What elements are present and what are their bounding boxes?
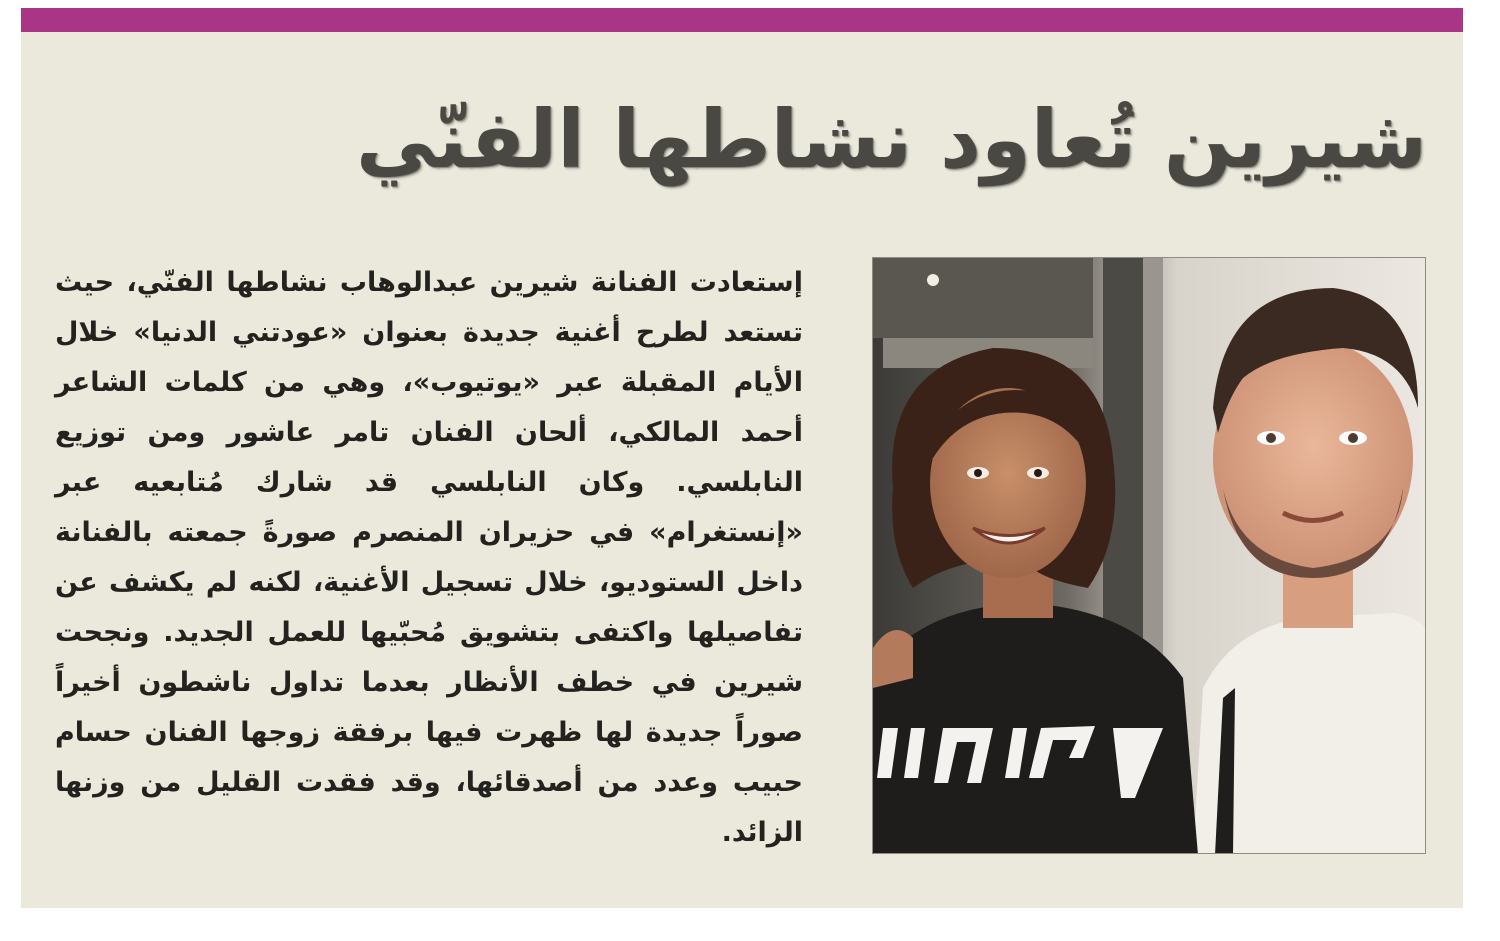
article-body: إستعادت الفنانة شيرين عبدالوهاب نشاطها الفنّي، حيث تستعد لطرح أغنية جديدة بعنوان «عودتني الدنيا» خلال الأيام المقبلة عبر «يوتيوب»، وهي من كلمات الشاعر أحمد المالكي، ألحان الفنان تامر عاشور ومن توزيع النابلسي. وكان النابلسي قد شارك مُتابعيه عبر «إنستغرام» في حزيران المنصرم صورةً جمعته بالفنانة داخل الستوديو، خلال تسجيل الأغنية، لكنه لم يكشف عن تفاصيلها واكتفى بتشويق مُحبّيها للعمل الجديد. ونجحت شيرين في خطف الأنظار بعدما تداول ناشطون أخيراً صوراً جديدة لها ظهرت فيها برفقة زوجها الفنان حسام حبيب وعدد من أصدقائها، وقد فقدت القليل من وزنها الزائد. bbox=[55, 267, 803, 848]
article-headline: شيرين تُعاود نشاطها الفنّي bbox=[355, 93, 1427, 186]
top-accent-bar bbox=[21, 8, 1463, 32]
article-panel bbox=[21, 8, 1463, 908]
couple-photo-illustration bbox=[873, 258, 1426, 854]
article-photo bbox=[872, 257, 1426, 854]
